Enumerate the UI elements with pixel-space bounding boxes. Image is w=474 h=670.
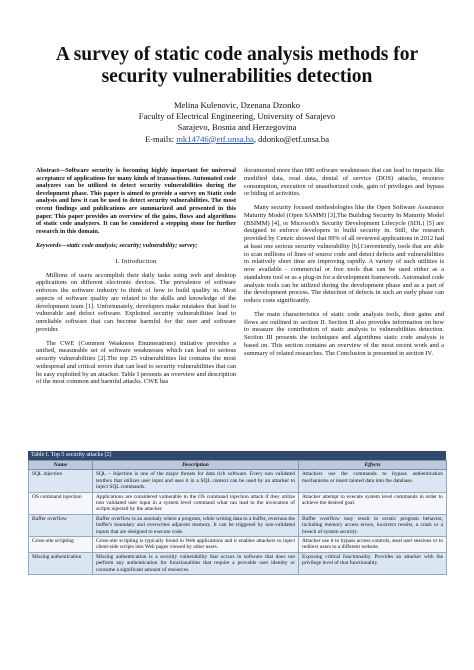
attack-description: Applications are considered vulnerable to the OS command injection attack if they utilize non validated user input in a system level command what can lead to the invocation of scripts injected by the attacker. xyxy=(93,492,299,514)
paper-title xyxy=(20,44,454,88)
right-paragraph-2: Many security focused methodologies like the Open Software Assurance Maturity Model (Open SAMM) [3],The Building Security In Maturity Model (BSIMM) [4], or Microsoft's Security Development Lifecycle (SDL) [5] are designed to enforce developers to build security in. Still, the research provided by Cenzic showed that 99% of all reviewed applications in 2012 had at least one serious security vulnerability [6].Conveniently, tools that are able to scan millions of lines of source code and detect defects and vulnerabilities in relatively short time are improving rapidly. A variety of such utilities is now available - commercial or free tools that can be used either as a standalone tool or as a plug-in for a development framework. Automated code analysis tools can be utilized during the development phase and as a part of the development process. The detection of defects in such an early phase can reduce costs significantly. xyxy=(244,204,444,304)
address: Sarajevo, Bosnia and Herzegovina xyxy=(177,122,297,133)
keywords: Keywords—static code analysis; security; vulnerability; survey; xyxy=(36,242,198,250)
right-paragraph-3: The main characteristics of static code analysis tools, their gains and flows are outlined in section II. Section II also provides information on how to measure the contribution of static analysis to vulnerabilities detection. Section III presents the techniques and algorithms static code analysis is based on. This section contains an overview of the most recent work and a summary of related researches. The Conclusion is presented in section IV. xyxy=(244,310,444,357)
title-line-1: A survey of static code analysis methods for xyxy=(55,44,419,65)
attacks-table xyxy=(28,460,447,575)
affiliation: Faculty of Electrical Engineering, University of Sarajevo xyxy=(138,111,336,122)
table-row xyxy=(29,552,447,574)
attack-description: SQL – Injection is one of the major threats for data rich software. Every non validated textbox that utilizes user input and uses it in a SQL context can be used by an attacker to inject SQL commands. xyxy=(93,470,299,492)
table-row xyxy=(29,492,447,514)
header-name: Name xyxy=(29,461,93,470)
attacks-table-container xyxy=(28,451,446,575)
attack-effects: Attacker use it to bypass access controls, steal user sessions or to redirect users to a different website. xyxy=(299,537,447,553)
table-row xyxy=(29,537,447,553)
right-paragraph-1: documented more than 680 software weaknesses that can lead to impacts like modified data, read data, denial of service (DOS) attacks, resource consumption, execution of unauthorized code, gain of privileges and bypass or hiding of activities. xyxy=(244,167,444,198)
author-names: Melina Kulenovic, Dzenana Dzonko xyxy=(174,100,300,110)
email-label: E-mails: xyxy=(144,133,175,144)
table-caption: Table I. Top 5 security attacks [2] xyxy=(28,451,446,460)
title-line-2: security vulnerabilities detection xyxy=(101,66,373,87)
attack-effects: Exposing critical functionality. Provides an attacker with the privilege level of that functionality. xyxy=(299,552,447,574)
attack-name: Cross-site scripting xyxy=(29,537,93,553)
intro-paragraph-2: The CWE (Common Weakness Enumerations) initiative provides a unified, measurable set of software weaknesses which can lead to serious security vulnerabilities [2].The top 25 vulnerabilities list contains the most widespread and critical errors that can lead to security vulnerabilities that can be easy exploited by an attacker. Table I presents an overview and description of the most common and harmful attacks. CWE has xyxy=(36,339,236,386)
table-header-row xyxy=(29,461,447,470)
attack-effects: Attackers use the commands to bypass authentication mechanisms or insert tainted data into the database. xyxy=(299,470,447,492)
attack-effects: Attacker attempt to execute system level commands in order to achieve the desired goal. xyxy=(299,492,447,514)
intro-paragraph-1: Millions of users accomplish their daily tasks using web and desktop applications on different electronic devices. The prevalence of software enforces the software industry to think of how to build quality in. Most aspects of software quality are related to the skills and knowledge of the development team [1]. Unfortunately, developers make mistakes that lead to vulnerable and defect software. Exploited security vulnerabilities lead to unreliable software that can become harmful for the user and software provider. xyxy=(36,271,236,333)
email-rest: , ddonko@etf.unsa.ba xyxy=(253,133,330,144)
author-block xyxy=(40,100,434,145)
header-effects: Effects xyxy=(299,461,447,470)
attack-name: OS command injection xyxy=(29,492,93,514)
attack-name: Missing authentication xyxy=(29,552,93,574)
attack-effects: Buffer overflow may result in erratic program behavior, including memory access errors, incorrect results, a crash or a breach of system security. xyxy=(299,514,447,536)
table-row xyxy=(29,470,447,492)
attack-description: Buffer overflow is an anomaly where a program, while writing data to a buffer, overruns the buffer's boundary and overwrites adjacent memory. It can be triggered by non-validated inputs that are designed to execute code. xyxy=(93,514,299,536)
attack-description: Cross-site scripting is typically found in Web applications and it enables attackers to inject client-side scripts into Web pages viewed by other users. xyxy=(93,537,299,553)
attack-name: SQL injection xyxy=(29,470,93,492)
email-link[interactable]: mk14746@etf.unsa.ba xyxy=(176,133,254,144)
right-column xyxy=(244,167,444,357)
header-description: Description xyxy=(93,461,299,470)
attack-description: Missing authentication is a security vulnerability that occurs in software that does not perform any authentication for functionalities that require a provable user identity or consume a significant amount of resources. xyxy=(93,552,299,574)
email-line xyxy=(40,134,434,145)
left-column xyxy=(36,167,236,386)
section-heading-introduction: I. Introduction xyxy=(115,257,157,265)
attack-name: Buffer overflow xyxy=(29,514,93,536)
table-row xyxy=(29,514,447,536)
abstract: Abstract—Software security is becoming highly important for universal acceptance of applications for many kinds of transactions. Automated code analyzers can be utilized to detect security vulnerabilities during the development phase. This paper is aimed to provide a survey on Static code analysis and how it can be used to detect security vulnerabilities. The most recent findings and publications are summarized and presented in this paper. This paper provides an overview of the gains, flows and algorithms of static code analyzers. It can be considered a stepping stone for further research in this domain. xyxy=(36,167,236,235)
